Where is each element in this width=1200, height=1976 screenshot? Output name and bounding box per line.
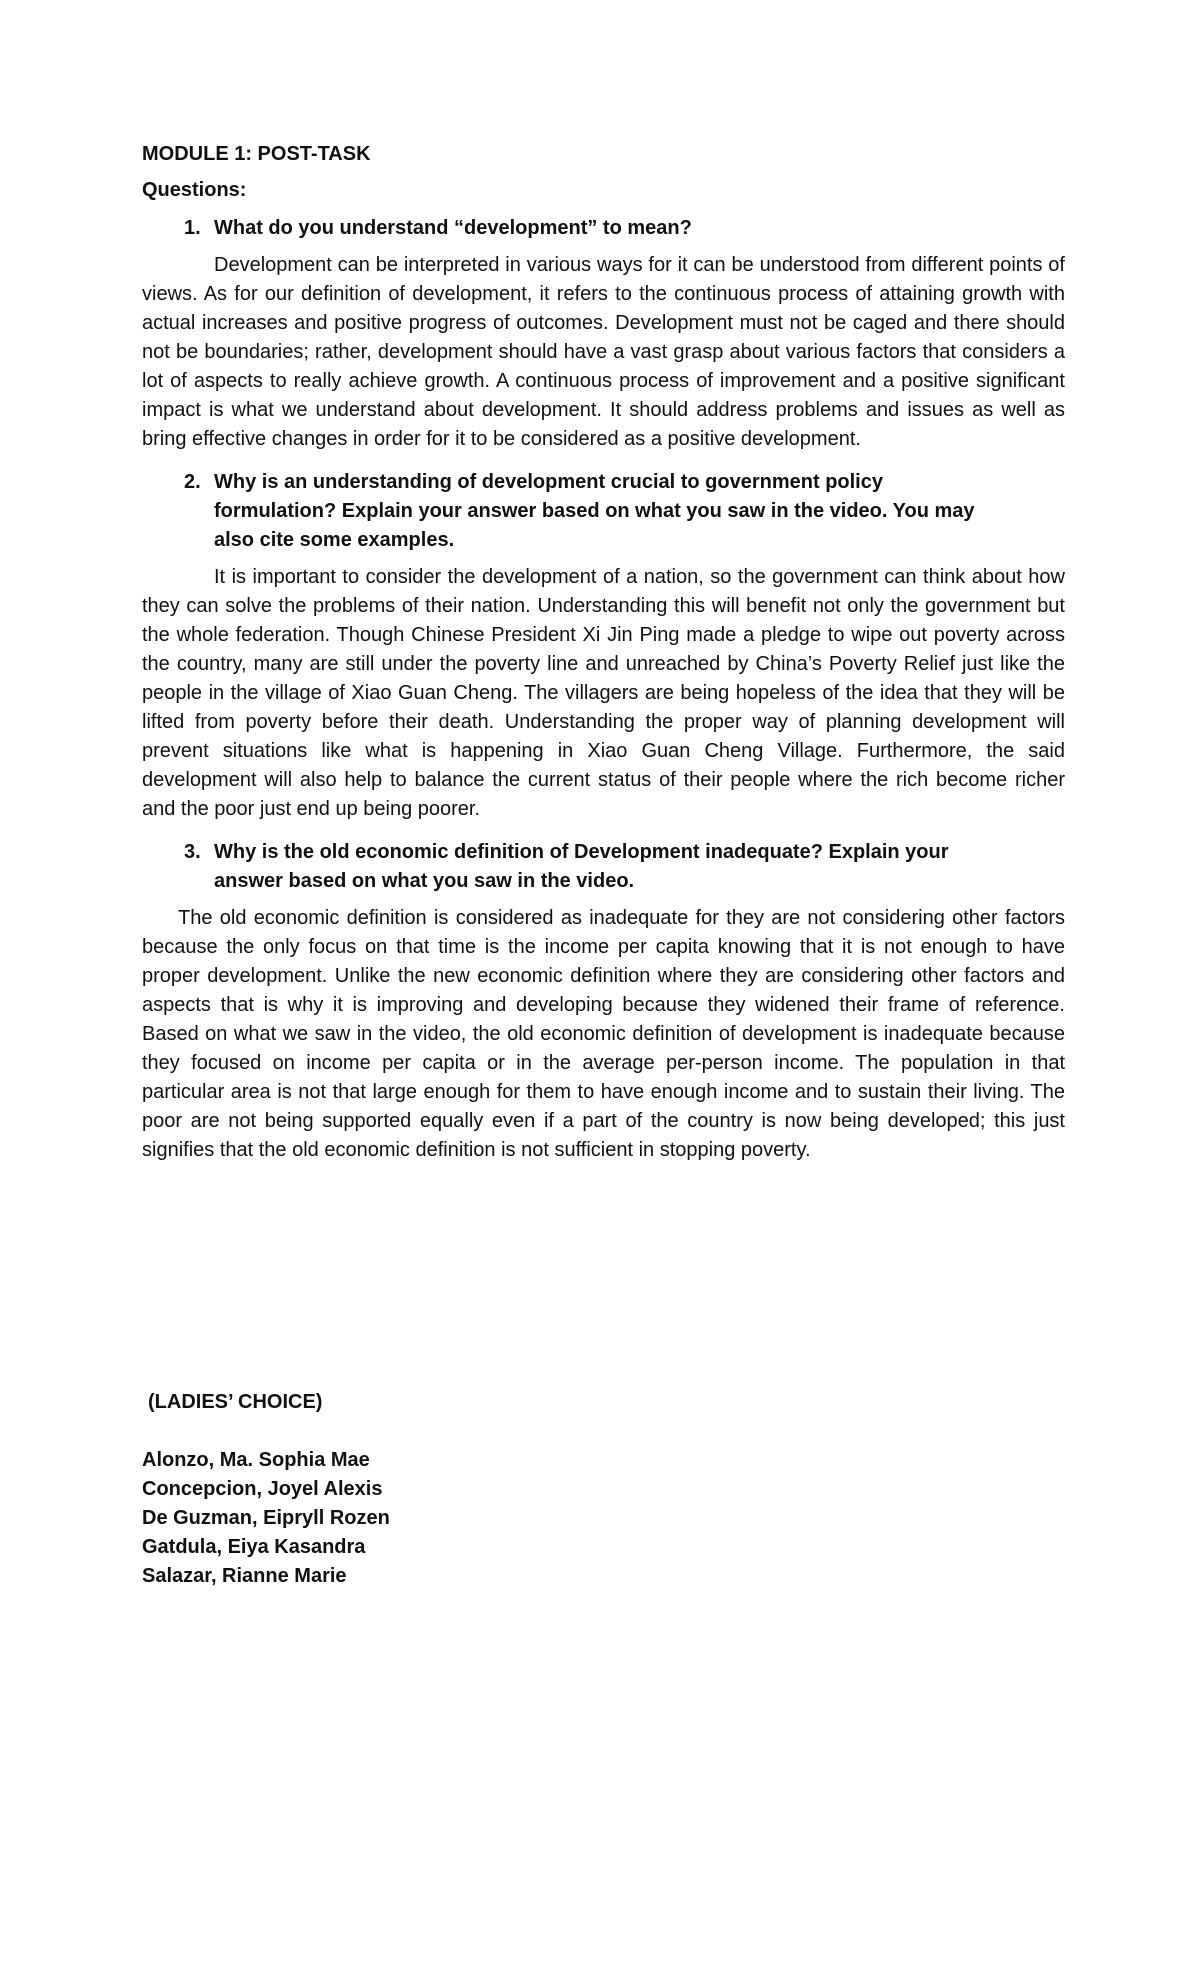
document-body: [142, 140, 1065, 1179]
question-2: [142, 468, 1065, 555]
member-name: Alonzo, Ma. Sophia Mae: [142, 1449, 370, 1471]
member-name: De Guzman, Eipryll Rozen: [142, 1507, 390, 1529]
answer-3: The old economic definition is considered as inadequate for they are not considering other factors because the only focus on that time is the income per capita knowing that it is not enough to have proper development. Unlike the new economic definition where they are considering other factors and aspects that is why it is improving and developing because they widened their frame of reference. Based on what we saw in the video, the old economic definition of development is inadequate because they focused on income per capita or in the average per-person income. The population in that particular area is not that large enough for them to have enough income and to sustain their living. The poor are not being supported equally even if a part of the country is now being developed; this just signifies that the old economic definition is not sufficient in stopping poverty.: [142, 907, 1065, 1161]
answer-2: It is important to consider the development of a nation, so the government can think about how they can solve the problems of their nation. Understanding this will benefit not only the government but the whole federation. Though Chinese President Xi Jin Ping made a pledge to wipe out poverty across the country, many are still under the poverty line and unreached by China’s Poverty Relief just like the people in the village of Xiao Guan Cheng. The villagers are being hopeless of the idea that they will be lifted from poverty before their death. Understanding the proper way of planning development will prevent situations like what is happening in Xiao Guan Cheng Village. Furthermore, the said development will also help to balance the current status of their people where the rich become richer and the poor just end up being poorer.: [142, 566, 1065, 820]
document-title: MODULE 1: POST-TASK: [142, 143, 371, 165]
question-3: [142, 838, 1065, 896]
member-name: Gatdula, Eiya Kasandra: [142, 1536, 366, 1558]
questions-heading: Questions:: [142, 179, 247, 201]
member-name: Salazar, Rianne Marie: [142, 1565, 347, 1587]
member-name: Concepcion, Joyel Alexis: [142, 1478, 383, 1500]
question-text: Why is an understanding of development crucial to government policy formulation? Explain your answer based on what you saw in the video. You may also cite some examples.: [214, 471, 975, 551]
question-number: 2.: [184, 471, 201, 493]
group-section: [142, 1388, 390, 1591]
group-name: (LADIES’ CHOICE): [148, 1391, 323, 1413]
question-number: 3.: [184, 841, 201, 863]
question-number: 1.: [184, 217, 201, 239]
question-1: [142, 214, 1065, 243]
question-text: What do you understand “development” to mean?: [214, 217, 692, 239]
answer-1: Development can be interpreted in various ways for it can be understood from different points of views. As for our definition of development, it refers to the continuous process of attaining growth with actual increases and positive progress of outcomes. Development must not be caged and there should not be boundaries; rather, development should have a vast grasp about various factors that considers a lot of aspects to really achieve growth. A continuous process of improvement and a positive significant impact is what we understand about development. It should address problems and issues as well as bring effective changes in order for it to be considered as a positive development.: [142, 254, 1065, 450]
question-text: Why is the old economic definition of Development inadequate? Explain your answer based on what you saw in the video.: [214, 841, 949, 892]
